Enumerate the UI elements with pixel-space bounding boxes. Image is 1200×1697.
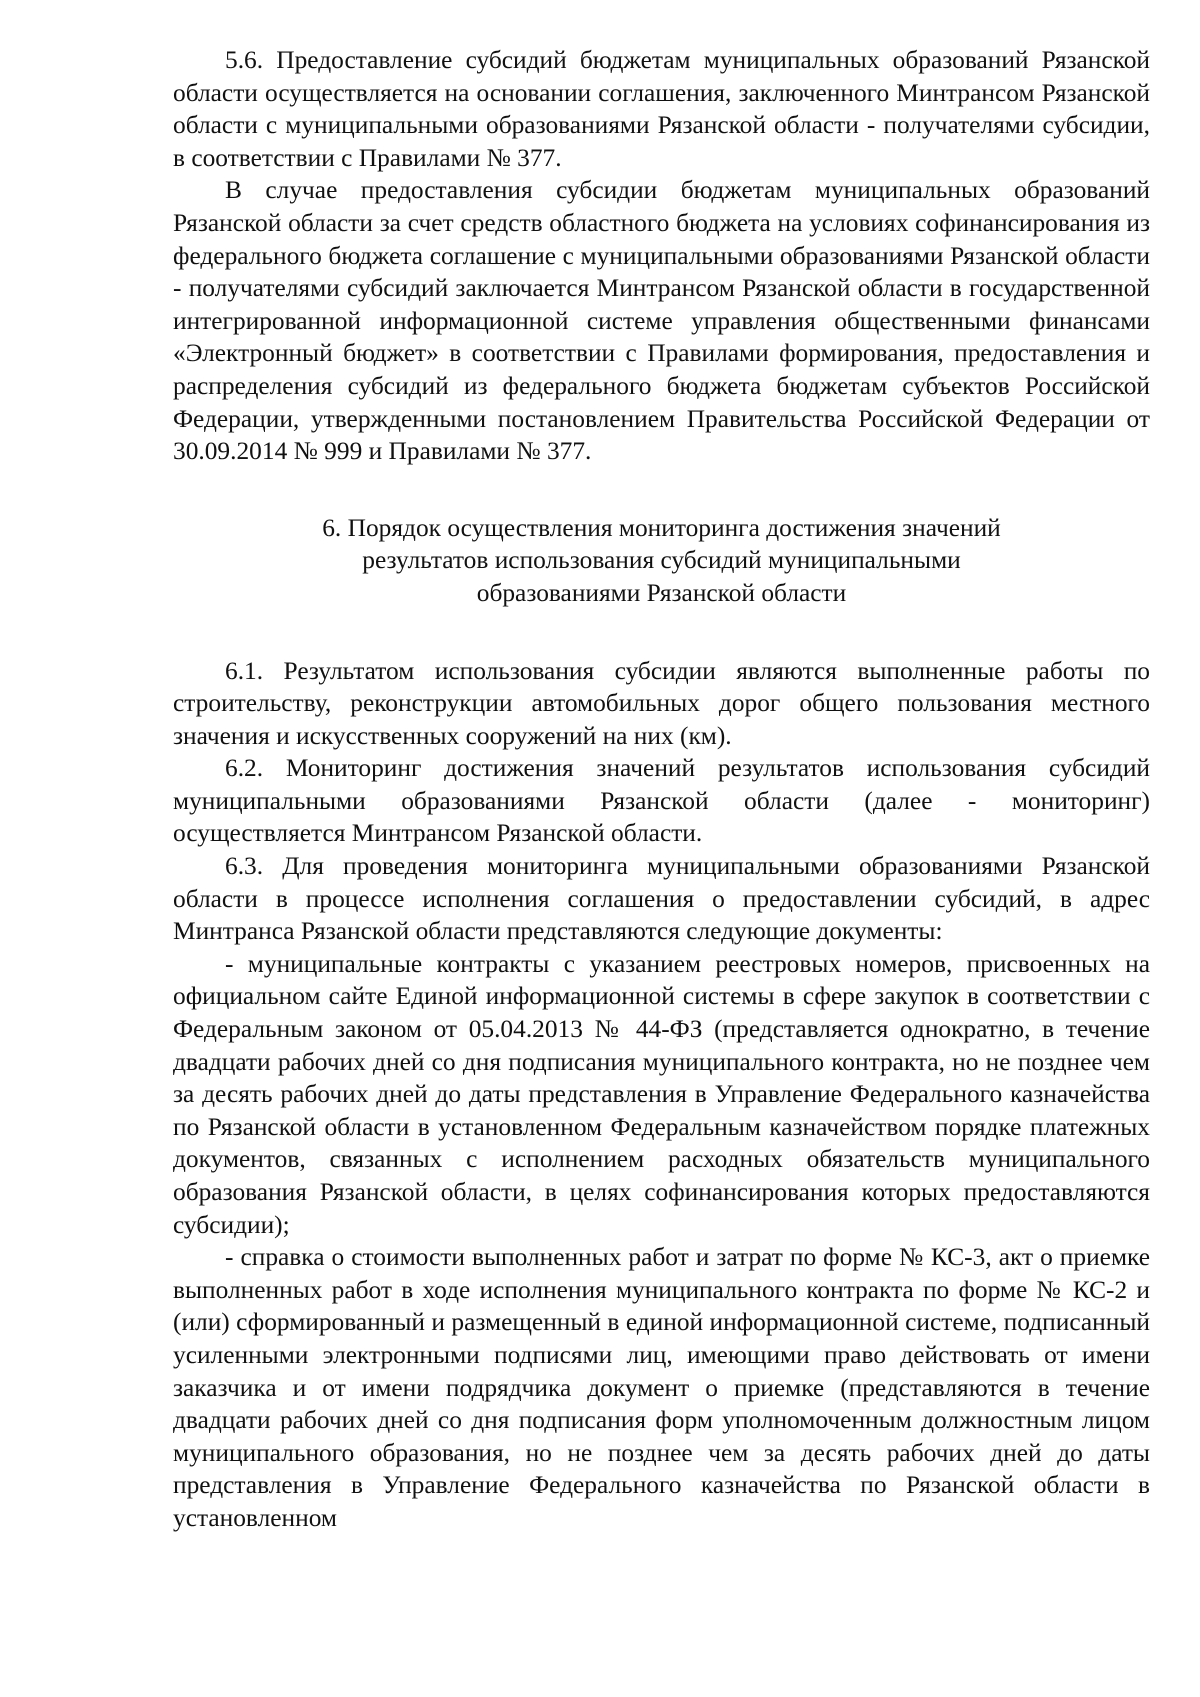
list-item-municipal-contracts: - муниципальные контракты с указанием реестровых номеров, присвоенных на официальном сайте Единой информационной системы в сфере закупок в соответствии с Федеральным законом от 05.04.2013 № 44-ФЗ (представляется однократно, в течение двадцати рабочих дней со дня подписания муниципального контракта, но не позднее чем за десять рабочих дней до даты представления в Управление Федерального казначейства по Рязанской области в установленном Федеральным казначейством порядке платежных документов, связанных с исполнением расходных обязательств муниципального образования Рязанской области, в целях софинансирования которых предоставляются субсидии); — [173, 949, 1150, 1239]
section-6-heading — [173, 512, 1150, 610]
paragraph-5-6: 5.6. Предоставление субсидий бюджетам муниципальных образований Рязанской области осуществляется на основании соглашения, заключенного Минтрансом Рязанской области с муниципальными образованиями Рязанской области - получателями субсидии, в соответствии с Правилами № 377. — [173, 46, 1150, 172]
section-6-heading-line-1: 6. Порядок осуществления мониторинга достижения значений — [322, 513, 1001, 542]
paragraph-electronic-budget: В случае предоставления субсидии бюджетам муниципальных образований Рязанской области за счет средств областного бюджета на условиях софинансирования из федерального бюджета соглашение с муниципальными образованиями Рязанской области - получателями субсидий заключается Минтрансом Рязанской области в государственной интегрированной информационной системе управления общественными финансами «Электронный бюджет» в соответствии с Правилами формирования, предоставления и распределения субсидий из федерального бюджета бюджетам субъектов Российской Федерации, утвержденными постановлением Правительства Российской Федерации от 30.09.2014 № 999 и Правилами № 377. — [173, 176, 1150, 466]
section-6-heading-line-2: результатов использования субсидий муниципальными — [362, 546, 961, 575]
list-item-ks3-certificate: - справка о стоимости выполненных работ и затрат по форме № КС-3, акт о приемке выполненных работ в ходе исполнения муниципального контракта по форме № КС-2 и (или) сформированный и размещенный в единой информационной системе, подписанный усиленными электронными подписями лиц, имеющими право действовать от имени заказчика и от имени подрядчика документ о приемке (представляются в течение двадцати рабочих дней со дня подписания форм уполномоченным должностным лицом муниципального образования, но не позднее чем за десять рабочих дней до даты представления в Управление Федерального казначейства по Рязанской области в установленном — [173, 1243, 1150, 1532]
paragraph-6-1: 6.1. Результатом использования субсидии являются выполненные работы по строительству, реконструкции автомобильных дорог общего пользования местного значения и искусственных сооружений на них (км). — [173, 656, 1150, 750]
paragraph-6-2: 6.2. Мониторинг достижения значений результатов использования субсидий муниципальными образованиями Рязанской области (далее - мониторинг) осуществляется Минтрансом Рязанской области. — [173, 754, 1150, 848]
section-6-heading-line-3: образованиями Рязанской области — [476, 578, 847, 607]
paragraph-6-3: 6.3. Для проведения мониторинга муниципальными образованиями Рязанской области в процессе исполнения соглашения о предоставлении субсидий, в адрес Минтранса Рязанской области представляются следующие документы: — [173, 852, 1150, 946]
